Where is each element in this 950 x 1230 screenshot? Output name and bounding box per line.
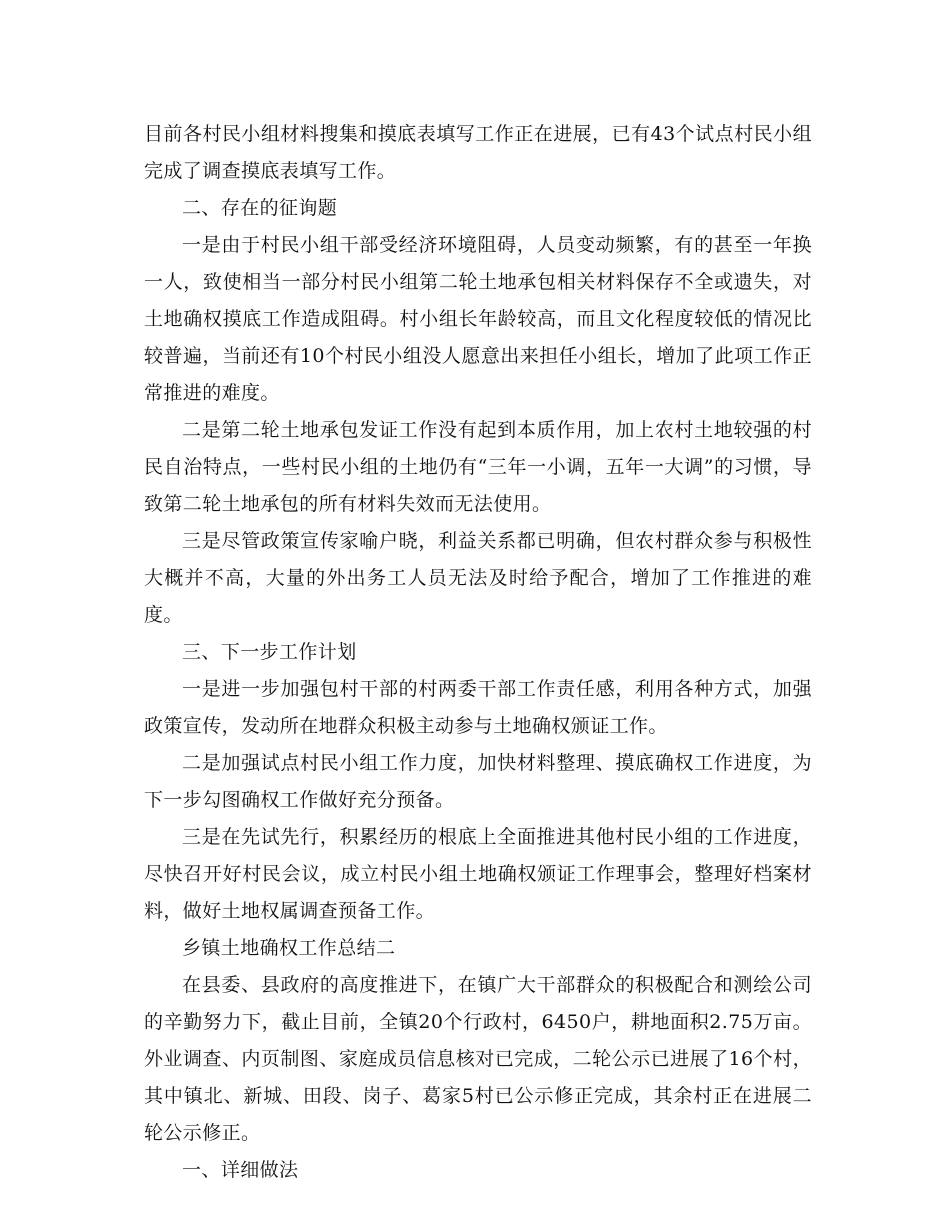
document-body	[144, 116, 812, 1189]
paragraph-problem-three: 三是尽管政策宣传家喻户晓，利益关系都已明确，但农村群众参与积极性大概并不高，大量的外出务工人员无法及时给予配合，增加了工作推进的难度。	[144, 530, 812, 626]
paragraph-summary-intro: 在县委、县政府的高度推进下，在镇广大干部群众的积极配合和测绘公司的辛勤努力下，截止目前，全镇20个行政村，6450户，耕地面积2.75万亩。外业调查、内页制图、家庭成员信息核对已完成，二轮公示已进展了16个村，其中镇北、新城、田段、岗子、葛家5村已公示修正完成，其余村正在进展二轮公示修正。	[144, 974, 812, 1144]
section-heading-next-steps: 三、下一步工作计划	[182, 641, 357, 663]
paragraph-plan-three: 三是在先试先行，积累经历的根底上全面推进其他村民小组的工作进度，尽快召开好村民会议，成立村民小组土地确权颁证工作理事会，整理好档案材料，做好土地权属调查预备工作。	[144, 826, 812, 922]
paragraph-problem-two: 二是第二轮土地承包发证工作没有起到本质作用，加上农村土地较强的村民自治特点，一些村民小组的土地仍有“三年一小调，五年一大调”的习惯，导致第二轮土地承包的所有材料失效而无法使用。	[144, 419, 812, 515]
paragraph-plan-two: 二是加强试点村民小组工作力度，加快材料整理、摸底确权工作进度，为下一步勾图确权工作做好充分预备。	[144, 752, 812, 811]
paragraph-plan-one: 一是进一步加强包村干部的村两委干部工作责任感，利用各种方式，加强政策宣传，发动所在地群众积极主动参与土地确权颁证工作。	[144, 678, 812, 737]
paragraph-continued: 目前各村民小组材料搜集和摸底表填写工作正在进展，已有43个试点村民小组完成了调查摸底表填写工作。	[144, 123, 812, 182]
section-heading-methods: 一、详细做法	[182, 1159, 299, 1181]
section-heading-problems: 二、存在的征询题	[182, 197, 338, 219]
paragraph-problem-one: 一是由于村民小组干部受经济环境阻碍，人员变动频繁，有的甚至一年换一人，致使相当一部分村民小组第二轮土地承包相关材料保存不全或遗失，对土地确权摸底工作造成阻碍。村小组长年龄较高，而且文化程度较低的情况比较普遍，当前还有10个村民小组没人愿意出来担任小组长，增加了此项工作正常推进的难度。	[144, 234, 812, 404]
document-subtitle: 乡镇土地确权工作总结二	[182, 937, 396, 959]
